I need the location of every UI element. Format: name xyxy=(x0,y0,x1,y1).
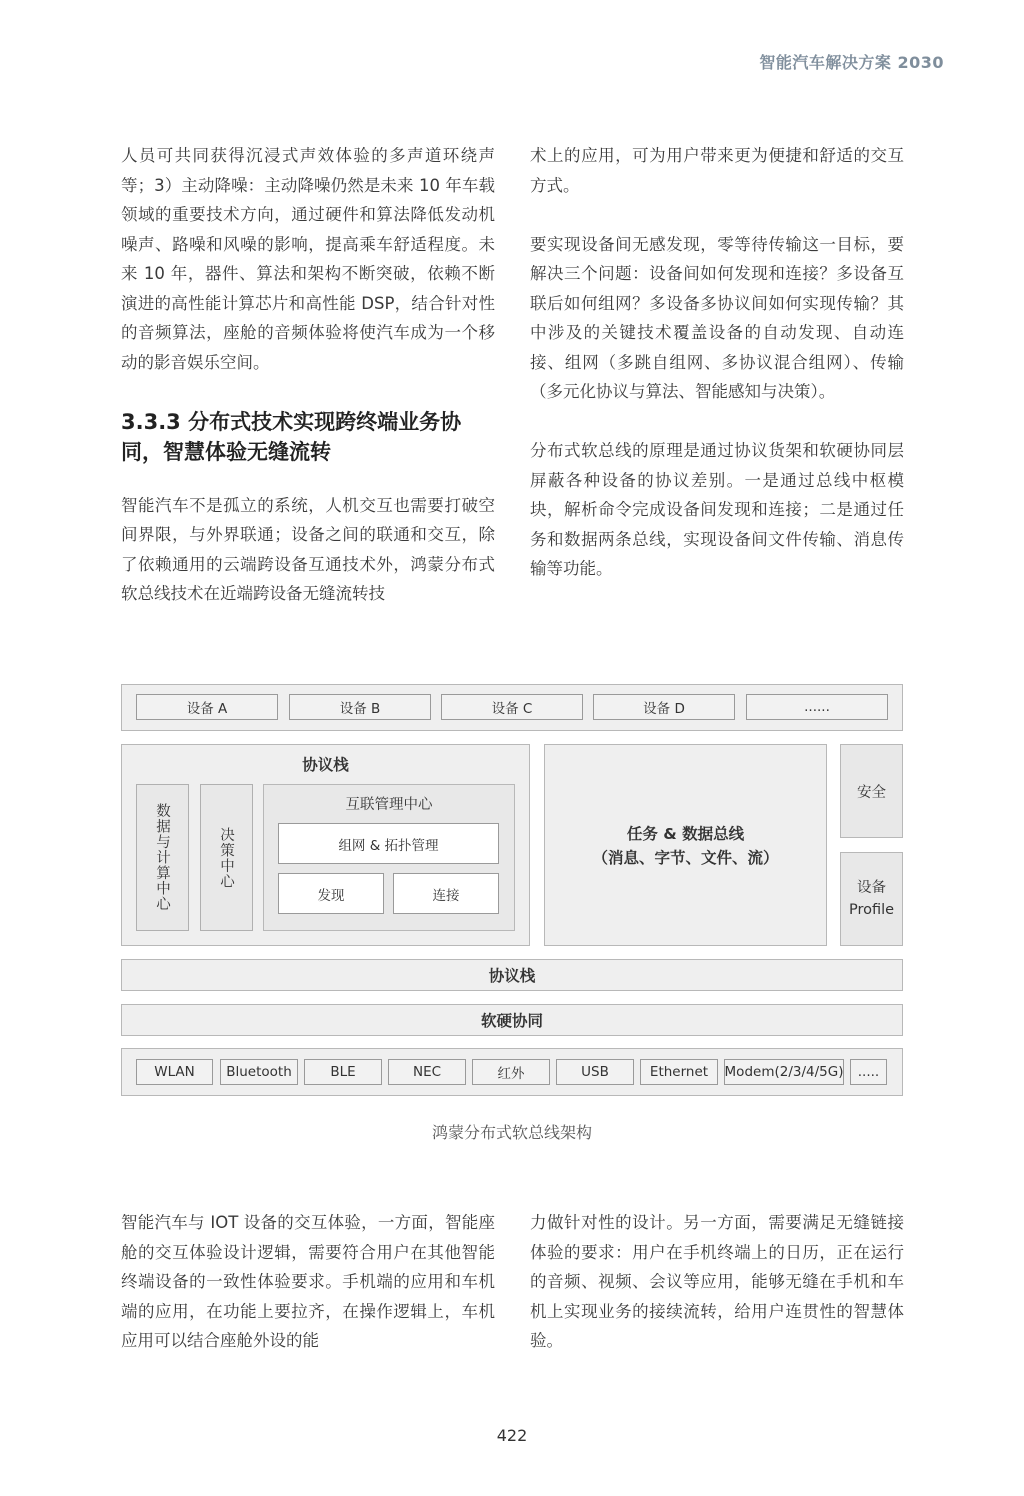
bus-subtitle: （消息、字节、文件、流） xyxy=(592,849,779,867)
protocol-ethernet: Ethernet xyxy=(640,1059,718,1085)
device-profile-line2: Profile xyxy=(848,902,895,918)
top-left-column xyxy=(121,141,495,609)
protocol-bluetooth: Bluetooth xyxy=(220,1059,298,1085)
hw-sw-collaboration-bar: 软硬协同 xyxy=(121,1004,903,1036)
protocol-infrared: 红外 xyxy=(472,1059,550,1085)
protocol-stack-title: 协议栈 xyxy=(302,756,349,774)
network-topology-box: 组网 & 拓扑管理 xyxy=(278,823,499,864)
device-profile-box xyxy=(840,852,903,946)
figure-caption: 鸿蒙分布式软总线架构 xyxy=(431,1123,592,1142)
device-profile-line1: 设备 xyxy=(857,880,886,896)
protocol-modem: Modem(2/3/4/5G) xyxy=(724,1059,844,1085)
paragraph: 术上的应用，可为用户带来更为便捷和舒适的交互方式。 xyxy=(530,146,904,195)
data-compute-center-box xyxy=(136,784,189,931)
bottom-right-column xyxy=(530,1208,904,1356)
bus-title: 任务 & 数据总线 xyxy=(626,825,745,843)
connection-box: 连接 xyxy=(393,873,499,914)
running-header: 智能汽车解决方案 2030 xyxy=(759,53,944,72)
task-data-bus-block xyxy=(544,744,827,946)
device-b-box: 设备 B xyxy=(289,694,431,720)
decision-center-box xyxy=(200,784,253,931)
paragraph: 智能汽车与 IOT 设备的交互体验，一方面，智能座舱的交互体验设计逻辑，需要符合用户在其他智能终端设备的一致性体验要求。手机端的应用和车机端的应用，在功能上要拉齐，在操作逻辑上，车机应用可以结合座舱外设的能 xyxy=(121,1213,495,1350)
protocol-usb: USB xyxy=(556,1059,634,1085)
protocol-more: ..... xyxy=(850,1059,887,1085)
section-heading: 3.3.3 分布式技术实现跨终端业务协同，智慧体验无缝流转 xyxy=(121,409,462,464)
device-c-box: 设备 C xyxy=(441,694,583,720)
bottom-left-column xyxy=(121,1208,495,1356)
paragraph: 智能汽车不是孤立的系统，人机交互也需要打破空间界限，与外界联通；设备之间的联通和交互，除了依赖通用的云端跨设备互通技术外，鸿蒙分布式软总线技术在近端跨设备无缝流转技 xyxy=(121,495,495,603)
page-number: 422 xyxy=(496,1426,528,1445)
device-a-box: 设备 A xyxy=(136,694,278,720)
device-d-box: 设备 D xyxy=(593,694,735,720)
protocol-stack-bar: 协议栈 xyxy=(121,959,903,991)
protocol-ble: BLE xyxy=(304,1059,382,1085)
paragraph: 人员可共同获得沉浸式声效体验的多声道环绕声等；3）主动降噪：主动降噪仍然是未来 10 年车载领域的重要技术方向，通过硬件和算法降低发动机噪声、路噪和风噪的影响，提高乘车舒适程度。未来 10 年，器件、算法和架构不断突破，依赖不断演进的高性能计算芯片和高性能 DSP，结合针对性的音频算法，座舱的音频体验将使汽车成为一个移动的影音娱乐空间。 xyxy=(121,146,495,372)
decision-center-label: 决策中心 xyxy=(218,826,234,889)
interconnect-center-title: 互联管理中心 xyxy=(345,796,433,813)
data-compute-center-label: 数据与计算中心 xyxy=(154,803,170,912)
protocol-nec: NEC xyxy=(388,1059,466,1085)
discovery-box: 发现 xyxy=(278,873,384,914)
paragraph: 分布式软总线的原理是通过协议货架和软硬协同层屏蔽各种设备的协议差别。一是通过总线中枢模块，解析命令完成设备间发现和连接；二是通过任务和数据两条总线，实现设备间文件传输、消息传输等功能。 xyxy=(530,441,904,578)
top-right-column xyxy=(530,141,904,584)
protocol-wlan: WLAN xyxy=(136,1059,213,1085)
paragraph: 力做针对性的设计。另一方面，需要满足无缝链接体验的要求：用户在手机终端上的日历，正在运行的音频、视频、会议等应用，能够无缝在手机和车机上实现业务的接续流转，给用户连贯性的智慧体验。 xyxy=(530,1213,904,1350)
paragraph: 要实现设备间无感发现，零等待传输这一目标，要解决三个问题：设备间如何发现和连接？多设备互联后如何组网？多设备多协议间如何实现传输？其中涉及的关键技术覆盖设备的自动发现、自动连接、组网（多跳自组网、多协议混合组网）、传输（多元化协议与算法、智能感知与决策）。 xyxy=(530,234,904,401)
device-more-box: ...... xyxy=(746,694,888,720)
security-box: 安全 xyxy=(840,744,903,838)
